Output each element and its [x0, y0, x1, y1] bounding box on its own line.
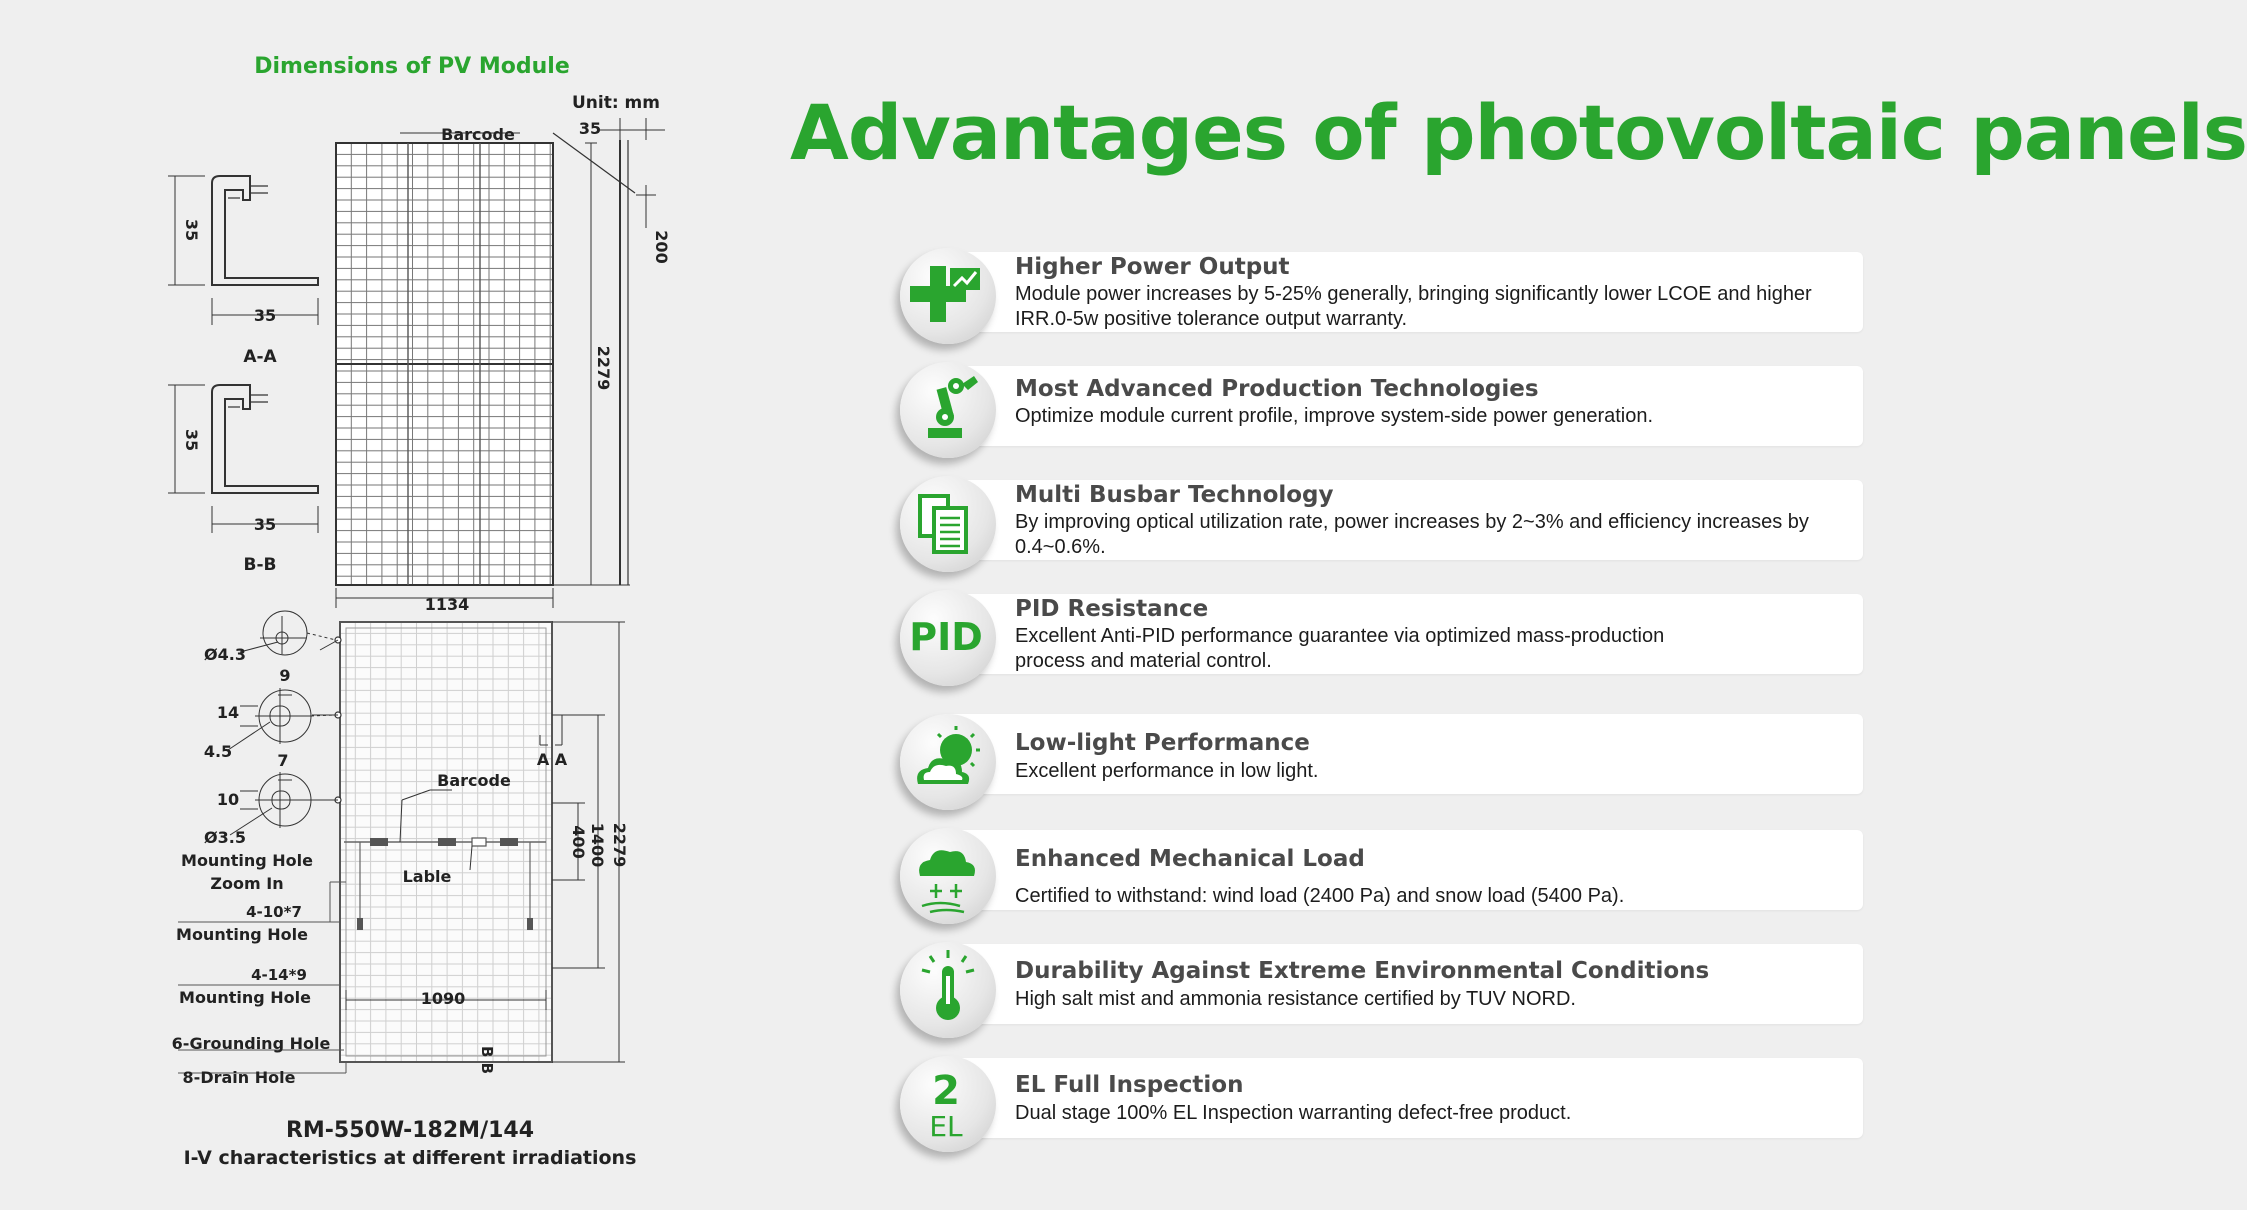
dim-400: 400 [569, 825, 588, 859]
feature-title: EL Full Inspection [1015, 1072, 1244, 1098]
model-label: RM-550W-182M/144 [285, 1118, 535, 1143]
pid-icon [900, 590, 996, 686]
dim-1090: 1090 [420, 989, 466, 1008]
feature-low-light [900, 704, 1865, 820]
dim-2279-front: 2279 [594, 345, 613, 391]
pid-icon-text: PID [909, 615, 983, 659]
mount-4-14: 4-14*9 [251, 966, 307, 984]
hole-3-5: Ø3.5 [204, 828, 246, 847]
main-title: Advantages of photovoltaic panels [790, 88, 2247, 177]
feature-pid-resistance [900, 590, 1865, 706]
feature-desc: High salt mist and ammonia resistance certified by TUV NORD. [1015, 988, 1576, 1010]
bb-width: 35 [253, 515, 277, 534]
aa-marker: A A [536, 750, 568, 769]
section-aa [168, 176, 318, 325]
aa-label: A-A [243, 347, 277, 367]
feature-desc: Excellent Anti-PID performance guarantee via optimized mass-production process and material control. [1015, 625, 1665, 672]
feature-title: Enhanced Mechanical Load [1015, 846, 1365, 872]
feature-multi-busbar [900, 476, 1865, 592]
feature-desc: By improving optical utilization rate, power increases by 2~3% and efficiency increases by 0.4~0.6%. [1015, 511, 1809, 558]
hole-4-3: Ø4.3 [204, 645, 246, 664]
hole-7: 7 [277, 751, 289, 770]
aa-height: 35 [182, 218, 201, 242]
barcode-back-label: Barcode [437, 771, 511, 790]
feature-title: Durability Against Extreme Environmental Conditions [1015, 958, 1710, 984]
feature-desc: Excellent performance in low light. [1015, 760, 1319, 782]
mount-4-14-label: Mounting Hole [179, 988, 311, 1007]
feature-card [940, 1058, 1863, 1138]
zoom-label-2: Zoom In [210, 874, 284, 893]
feature-desc: Module power increases by 5-25% generally, bringing significantly lower LCOE and higher IRR.0-5w positive tolerance output warranty. [1015, 283, 1812, 330]
documents-icon [900, 476, 996, 572]
front-view [336, 118, 665, 608]
mount-4-10-label: Mounting Hole [176, 925, 308, 944]
dim-1134: 1134 [424, 595, 470, 614]
dim-2279-back: 2279 [610, 822, 629, 868]
section-bb [168, 385, 318, 533]
barcode-top-label: Barcode [441, 125, 515, 144]
feature-higher-power [900, 248, 1865, 364]
feature-production-tech [900, 362, 1865, 478]
el-icon-text: EL [929, 1110, 963, 1143]
robot-arm-icon [900, 362, 996, 458]
feature-durability [900, 932, 1865, 1048]
feature-title: Low-light Performance [1015, 730, 1310, 756]
sun-cloud-icon [900, 714, 996, 810]
thermometer-icon [900, 942, 996, 1038]
feature-el-inspection [900, 1046, 1865, 1162]
feature-title: Higher Power Output [1015, 254, 1290, 280]
lable-label: Lable [402, 867, 452, 886]
bb-marker: B B [478, 1045, 496, 1075]
hole-4-5: 4.5 [203, 742, 233, 761]
mount-4-10: 4-10*7 [246, 903, 302, 921]
el-icon [900, 1056, 996, 1152]
drain-label: 8-Drain Hole [182, 1068, 296, 1087]
snow-wind-icon [900, 828, 996, 924]
iv-caption: I-V characteristics at different irradiations [183, 1147, 637, 1169]
grounding-label: 6-Grounding Hole [171, 1034, 331, 1053]
bb-label: B-B [243, 555, 277, 575]
feature-desc: Dual stage 100% EL Inspection warranting defect-free product. [1015, 1102, 1572, 1124]
feature-desc: Optimize module current profile, improve system-side power generation. [1015, 405, 1654, 427]
feature-mechanical-load [900, 818, 1865, 934]
dim-200: 200 [652, 230, 671, 264]
feature-title: PID Resistance [1015, 596, 1209, 622]
feature-title: Multi Busbar Technology [1015, 482, 1334, 508]
hole-14: 14 [216, 703, 240, 722]
bb-height: 35 [182, 428, 201, 452]
feature-title: Most Advanced Production Technologies [1015, 376, 1539, 402]
aa-width: 35 [253, 306, 277, 325]
hole-9: 9 [279, 666, 291, 685]
dim-35-top: 35 [578, 119, 602, 138]
unit-label: Unit: mm [571, 93, 661, 113]
plus-chart-icon [900, 248, 996, 344]
drawing-title: Dimensions of PV Module [254, 54, 570, 79]
el-icon-number: 2 [932, 1068, 960, 1114]
hole-10: 10 [216, 790, 240, 809]
feature-card [940, 944, 1863, 1024]
feature-desc: Certified to withstand: wind load (2400 Pa) and snow load (5400 Pa). [1015, 885, 1625, 907]
zoom-label-1: Mounting Hole [181, 851, 313, 870]
dim-1400: 1400 [588, 822, 607, 868]
